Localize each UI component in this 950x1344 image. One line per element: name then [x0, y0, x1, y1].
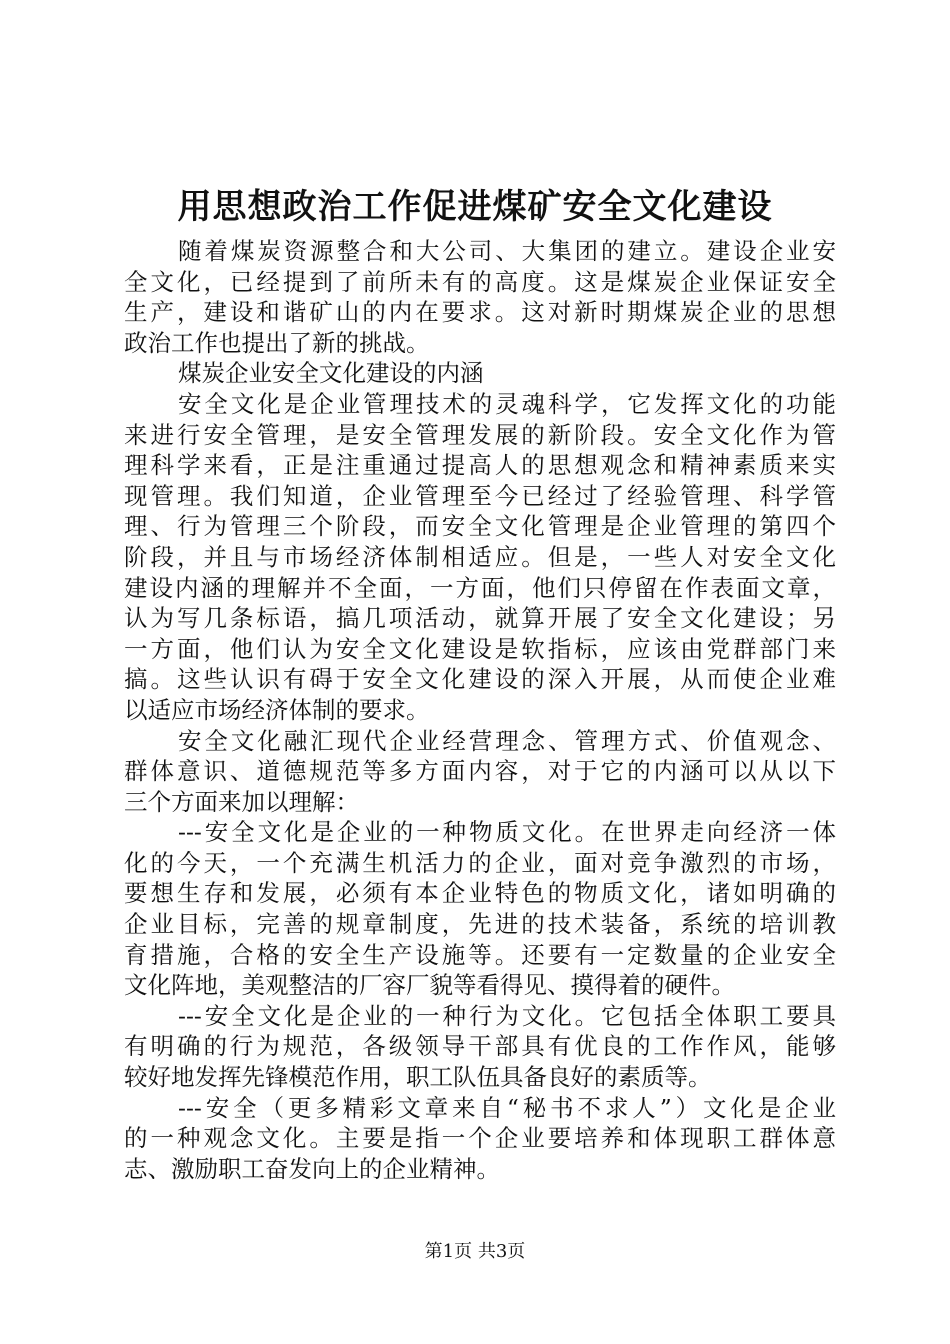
paragraph-line: 建设内涵的理解并不全面，一方面，他们只停留在作表面文章， — [124, 573, 836, 602]
paragraph-line: 一方面，他们认为安全文化建设是软指标，应该由党群部门来 — [124, 634, 836, 663]
paragraph-line: 理、行为管理三个阶段，而安全文化管理是企业管理的第四个 — [124, 512, 836, 541]
paragraph-line: 安全文化是企业管理技术的灵魂科学，它发挥文化的功能 — [178, 389, 836, 418]
document-body — [124, 236, 836, 1184]
paragraph-line: 三个方面来加以理解： — [124, 787, 359, 816]
paragraph-line: 生产，建设和谐矿山的内在要求。这对新时期煤炭企业的思想 — [124, 298, 836, 327]
paragraph-line: 文化阵地，美观整洁的厂容厂貌等看得见、摸得着的硬件。 — [124, 971, 735, 1000]
paragraph-line: 化的今天，一个充满生机活力的企业，面对竞争激烈的市场， — [124, 848, 836, 877]
paragraph-line: 企业目标，完善的规章制度，先进的技术装备，系统的培训教 — [124, 910, 836, 939]
page-number: 第1页 共3页 — [424, 1241, 526, 1262]
paragraph-line: 以适应市场经济体制的要求。 — [124, 695, 430, 724]
paragraph-line: 现管理。我们知道，企业管理至今已经过了经验管理、科学管 — [124, 481, 836, 510]
paragraph-line: 阶段，并且与市场经济体制相适应。但是，一些人对安全文化 — [124, 542, 836, 571]
section-heading: 煤炭企业安全文化建设的内涵 — [178, 359, 484, 388]
paragraph-line: ---安全（更多精彩文章来自“秘书不求人”）文化是企业 — [178, 1093, 836, 1122]
paragraph-line: 随着煤炭资源整合和大公司、大集团的建立。建设企业安 — [178, 237, 836, 265]
paragraph-line: 来进行安全管理，是安全管理发展的新阶段。安全文化作为管 — [124, 420, 836, 449]
document-title: 用思想政治工作促进煤矿安全文化建设 — [177, 187, 773, 227]
paragraph-line: ---安全文化是企业的一种行为文化。它包括全体职工要具 — [178, 1001, 836, 1030]
paragraph-line: 志、激励职工奋发向上的企业精神。 — [124, 1154, 500, 1183]
paragraph-line: 认为写几条标语，搞几项活动，就算开展了安全文化建设；另 — [124, 604, 836, 633]
paragraph-line: 搞。这些认识有碍于安全文化建设的深入开展，从而使企业难 — [124, 665, 836, 694]
paragraph-line: 群体意识、道德规范等多方面内容，对于它的内涵可以从以下 — [124, 757, 836, 786]
paragraph-line: 育措施，合格的安全生产设施等。还要有一定数量的企业安全 — [124, 940, 836, 969]
paragraph-line: 较好地发挥先锋模范作用，职工队伍具备良好的素质等。 — [124, 1063, 712, 1092]
paragraph-line: 理科学来看，正是注重通过提高人的思想观念和精神素质来实 — [124, 451, 836, 480]
paragraph-line: ---安全文化是企业的一种物质文化。在世界走向经济一体 — [178, 818, 836, 847]
paragraph-line: 有明确的行为规范，各级领导干部具有优良的工作作风，能够 — [124, 1032, 836, 1061]
paragraph-line: 全文化，已经提到了前所未有的高度。这是煤炭企业保证安全 — [124, 267, 836, 296]
paragraph-line: 要想生存和发展，必须有本企业特色的物质文化，诸如明确的 — [124, 879, 836, 908]
paragraph-line: 安全文化融汇现代企业经营理念、管理方式、价值观念、 — [178, 726, 836, 755]
paragraph-line: 的一种观念文化。主要是指一个企业要培养和体现职工群体意 — [124, 1124, 836, 1153]
paragraph-line: 政治工作也提出了新的挑战。 — [124, 328, 430, 357]
